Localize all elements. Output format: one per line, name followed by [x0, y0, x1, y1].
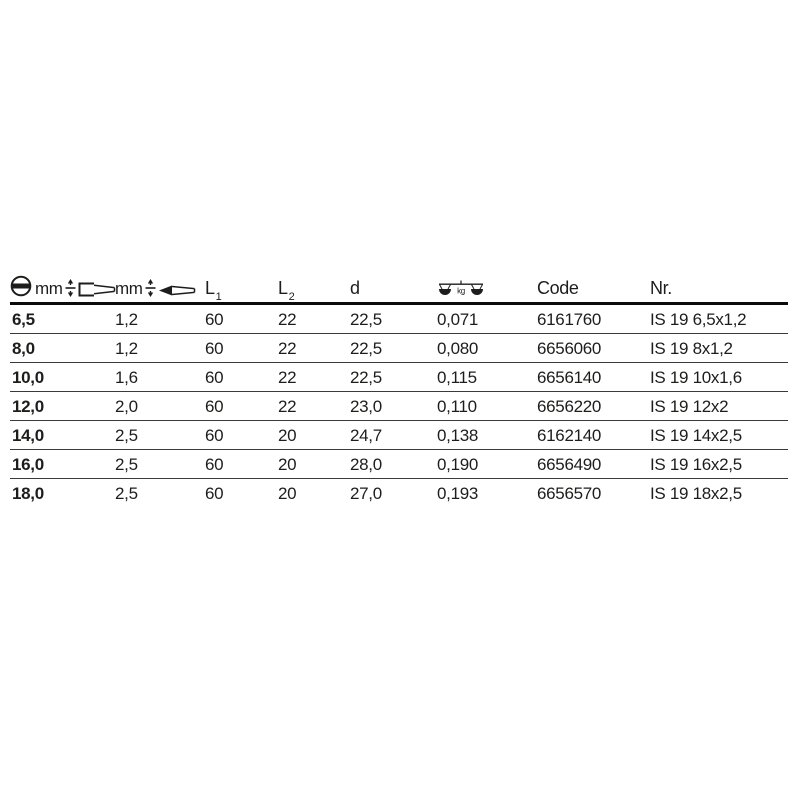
header-l2 — [278, 278, 350, 303]
cell-d: 23,0 — [350, 396, 382, 416]
table-header-row — [10, 268, 788, 305]
cell-nr: IS 19 10x1,6 — [650, 367, 742, 387]
dimension-arrow-icon — [145, 279, 156, 297]
cell-l1: 60 — [205, 425, 224, 445]
cell-l2: 20 — [278, 484, 297, 503]
cell-code: 6162140 — [537, 425, 602, 445]
header-l1 — [205, 278, 278, 303]
slotted-screw-icon — [10, 275, 32, 297]
cell-l2: 22 — [278, 309, 297, 329]
d-label: d — [350, 278, 360, 298]
blade-side-view-icon — [158, 284, 196, 297]
cell-weight-kg: 0,115 — [437, 367, 477, 387]
cell-size-mm: 10,0 — [12, 367, 44, 387]
header-d — [350, 279, 437, 297]
l2-label: L — [278, 278, 288, 298]
cell-thickness-mm: 2,5 — [115, 484, 138, 503]
cell-l1: 60 — [205, 396, 224, 416]
cell-nr: IS 19 18x2,5 — [650, 484, 742, 503]
cell-size-mm: 18,0 — [12, 484, 44, 503]
cell-d: 28,0 — [350, 454, 382, 474]
cell-l1: 60 — [205, 309, 224, 329]
dimension-arrow-icon — [65, 279, 76, 297]
cell-thickness-mm: 2,0 — [115, 396, 138, 416]
cell-l2: 22 — [278, 396, 297, 416]
cell-d: 27,0 — [350, 484, 382, 503]
cell-d: 22,5 — [350, 338, 382, 358]
cell-l2: 22 — [278, 338, 297, 358]
cell-l1: 60 — [205, 454, 224, 474]
table-row — [10, 392, 788, 421]
l2-subscript: 2 — [288, 290, 295, 303]
cell-l1: 60 — [205, 367, 224, 387]
cell-nr: IS 19 14x2,5 — [650, 425, 742, 445]
cell-size-mm: 6,5 — [12, 309, 35, 329]
table-row — [10, 450, 788, 479]
cell-size-mm: 16,0 — [12, 454, 44, 474]
cell-code: 6656490 — [537, 454, 602, 474]
cell-code: 6161760 — [537, 309, 602, 329]
cell-d: 22,5 — [350, 309, 382, 329]
cell-l2: 20 — [278, 454, 297, 474]
blade-front-view-icon — [78, 282, 116, 297]
header-code — [537, 279, 650, 297]
header-nr — [650, 279, 788, 297]
cell-nr: IS 19 12x2 — [650, 396, 729, 416]
svg-text:kg: kg — [457, 286, 465, 296]
cell-code: 6656060 — [537, 338, 602, 358]
table-row — [10, 334, 788, 363]
cell-thickness-mm: 1,6 — [115, 367, 138, 387]
cell-thickness-mm: 2,5 — [115, 454, 138, 474]
cell-weight-kg: 0,110 — [437, 396, 477, 416]
cell-weight-kg: 0,071 — [437, 309, 479, 329]
cell-l2: 20 — [278, 425, 297, 445]
cell-code: 6656140 — [537, 367, 602, 387]
l1-subscript: 1 — [215, 290, 222, 303]
cell-size-mm: 12,0 — [12, 396, 44, 416]
unit-label: mm — [35, 279, 63, 298]
product-spec-table — [10, 268, 788, 508]
table-row — [10, 479, 788, 508]
cell-nr: IS 19 6,5x1,2 — [650, 309, 747, 329]
cell-code: 6656220 — [537, 396, 602, 416]
cell-d: 22,5 — [350, 367, 382, 387]
unit-label: mm — [115, 279, 143, 298]
cell-weight-kg: 0,190 — [437, 454, 479, 474]
table-row — [10, 421, 788, 450]
cell-code: 6656570 — [537, 484, 602, 503]
l1-label: L — [205, 278, 215, 298]
cell-l2: 22 — [278, 367, 297, 387]
cell-thickness-mm: 1,2 — [115, 309, 138, 329]
cell-nr: IS 19 8x1,2 — [650, 338, 733, 358]
table-row — [10, 305, 788, 334]
table-body — [10, 305, 788, 508]
nr-label: Nr. — [650, 278, 672, 298]
cell-nr: IS 19 16x2,5 — [650, 454, 742, 474]
cell-d: 24,7 — [350, 425, 382, 445]
cell-l1: 60 — [205, 484, 224, 503]
cell-l1: 60 — [205, 338, 224, 358]
cell-weight-kg: 0,193 — [437, 484, 479, 503]
weighing-scale-kg-icon — [437, 280, 485, 297]
cell-thickness-mm: 1,2 — [115, 338, 138, 358]
cell-size-mm: 8,0 — [12, 338, 35, 358]
header-weight — [437, 280, 537, 297]
cell-thickness-mm: 2,5 — [115, 425, 138, 445]
cell-weight-kg: 0,080 — [437, 338, 479, 358]
header-blade-thickness — [115, 279, 205, 297]
header-blade-width — [10, 275, 115, 297]
cell-size-mm: 14,0 — [12, 425, 44, 445]
table-row — [10, 363, 788, 392]
cell-weight-kg: 0,138 — [437, 425, 479, 445]
code-label: Code — [537, 278, 579, 298]
